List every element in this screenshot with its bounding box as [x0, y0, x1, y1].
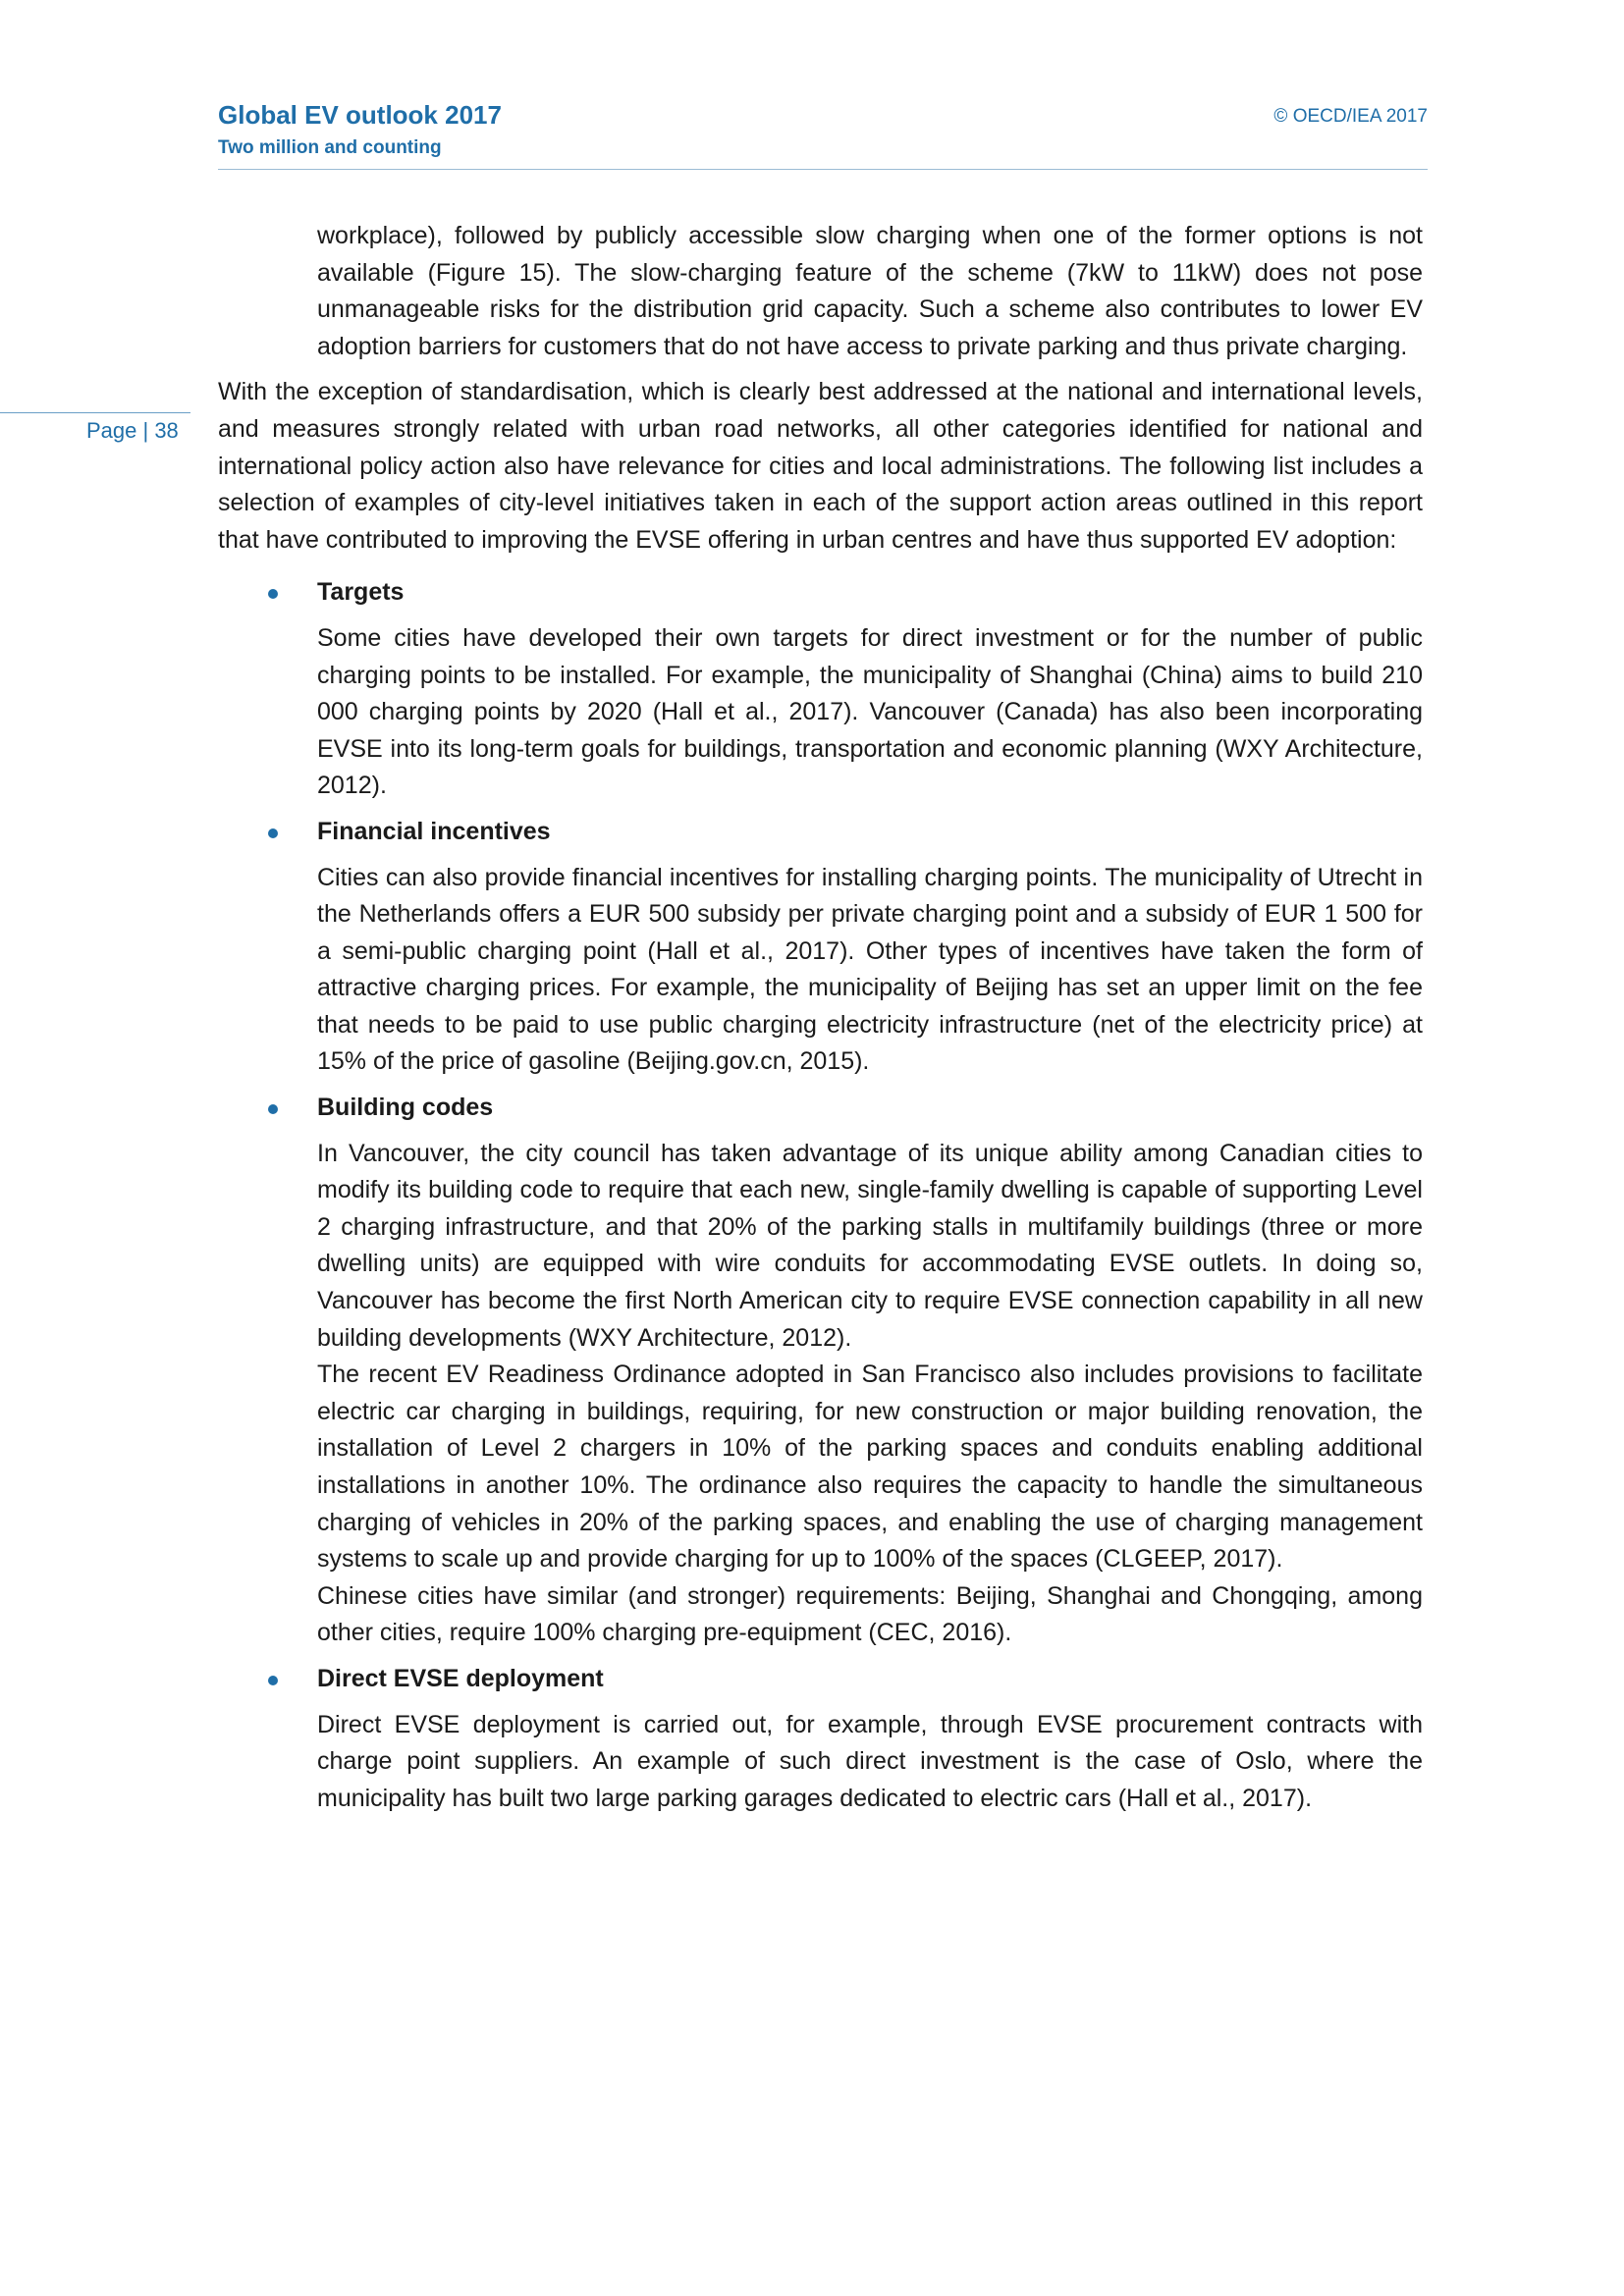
list-item-direct-evse-deployment — [317, 1661, 1423, 1817]
bullet-title: Targets — [317, 578, 405, 607]
list-item-targets — [317, 574, 1423, 805]
bullet-title: Building codes — [317, 1094, 494, 1122]
page-header — [218, 98, 1428, 170]
bullet-icon — [268, 828, 278, 838]
bullet-paragraph: Chinese cities have similar (and stronger) requirements: Beijing, Shanghai and Chongqing, among other cities, require 100% charging pre-equipment (CEC, 2016). — [317, 1581, 1423, 1647]
bullet-paragraph: Cities can also provide financial incentives for installing charging points. The municipality of Utrecht in the Netherlands offers a EUR 500 subsidy per private charging point and a subsidy of EUR 1 500 for a semi-public charging point (Hall et al., 2017). Other types of incentives have taken the form of attractive charging prices. For example, the municipality of Beijing has set an upper limit on the fee that needs to be paid to use public charging electricity infrastructure (net of the electricity price) at 15% of the price of gasoline (Beijing.gov.cn, 2015). — [317, 863, 1423, 1076]
bullet-paragraph: Some cities have developed their own targets for direct investment or for the number of public charging points to be installed. For example, the municipality of Shanghai (China) aims to build 210 000 charging points by 2020 (Hall et al., 2017). Vancouver (Canada) has also been incorporating EVSE into its long-term goals for buildings, transportation and economic planning (WXY Architecture, 2012). — [317, 623, 1423, 800]
bullet-icon — [268, 589, 278, 599]
bullet-paragraph: The recent EV Readiness Ordinance adopted in San Francisco also includes provisions to facilitate electric car charging in buildings, requiring, for new construction or major building renovation, the installation of Level 2 chargers in 10% of the parking spaces and conduits enabling additional installations in another 10%. The ordinance also requires the capacity to handle the simultaneous charging of vehicles in 20% of the parking spaces, and enabling the use of charging management systems to scale up and provide charging for up to 100% of the spaces (CLGEEP, 2017). — [317, 1361, 1423, 1574]
bullet-paragraph: Direct EVSE deployment is carried out, for example, through EVSE procurement contracts with charge point suppliers. An example of such direct investment is the case of Oslo, where the municipality has built two large parking garages dedicated to electric cars (Hall et al., 2017). — [317, 1710, 1423, 1812]
report-subtitle: Two million and counting — [218, 137, 442, 158]
bullet-icon — [268, 1676, 278, 1685]
document-body — [218, 218, 1423, 1826]
list-item-building-codes — [317, 1090, 1423, 1652]
bullet-icon — [268, 1104, 278, 1114]
page-number-rule — [0, 412, 190, 413]
intro-paragraph: With the exception of standardisation, which is clearly best addressed at the national and international levels, and measures strongly related with urban road networks, all other categories identified for national and international policy action also have relevance for cities and local administrations. The following list includes a selection of examples of city-level initiatives taken in each of the support action areas outlined in this report that have contributed to improving the EVSE offering in urban centres and have thus supported EV adoption: — [218, 378, 1423, 554]
bullet-title: Direct EVSE deployment — [317, 1664, 604, 1692]
bullet-paragraph: In Vancouver, the city council has taken advantage of its unique ability among Canadian cities to modify its building code to require that each new, single-family dwelling is capable of supporting Level 2 charging infrastructure, and that 20% of the parking stalls in multifamily buildings (three or more dwelling units) are equipped with wire conduits for accommodating EVSE outlets. In doing so, Vancouver has become the first North American city to require EVSE connection capability in all new building developments (WXY Architecture, 2012). — [317, 1139, 1423, 1352]
continuation-paragraph: workplace), followed by publicly accessible slow charging when one of the former options is not available (Figure 15). The slow-charging feature of the scheme (7kW to 11kW) does not pose unmanageable risks for the distribution grid capacity. Such a scheme also contributes to lower EV adoption barriers for customers that do not have access to private parking and thus private charging. — [317, 222, 1423, 360]
list-item-financial-incentives — [317, 814, 1423, 1081]
bullet-title: Financial incentives — [317, 817, 551, 845]
report-title: Global EV outlook 2017 — [218, 100, 502, 130]
initiatives-list — [218, 574, 1423, 1817]
page-number: Page | 38 — [86, 418, 179, 443]
copyright-notice: © OECD/IEA 2017 — [1273, 106, 1428, 127]
